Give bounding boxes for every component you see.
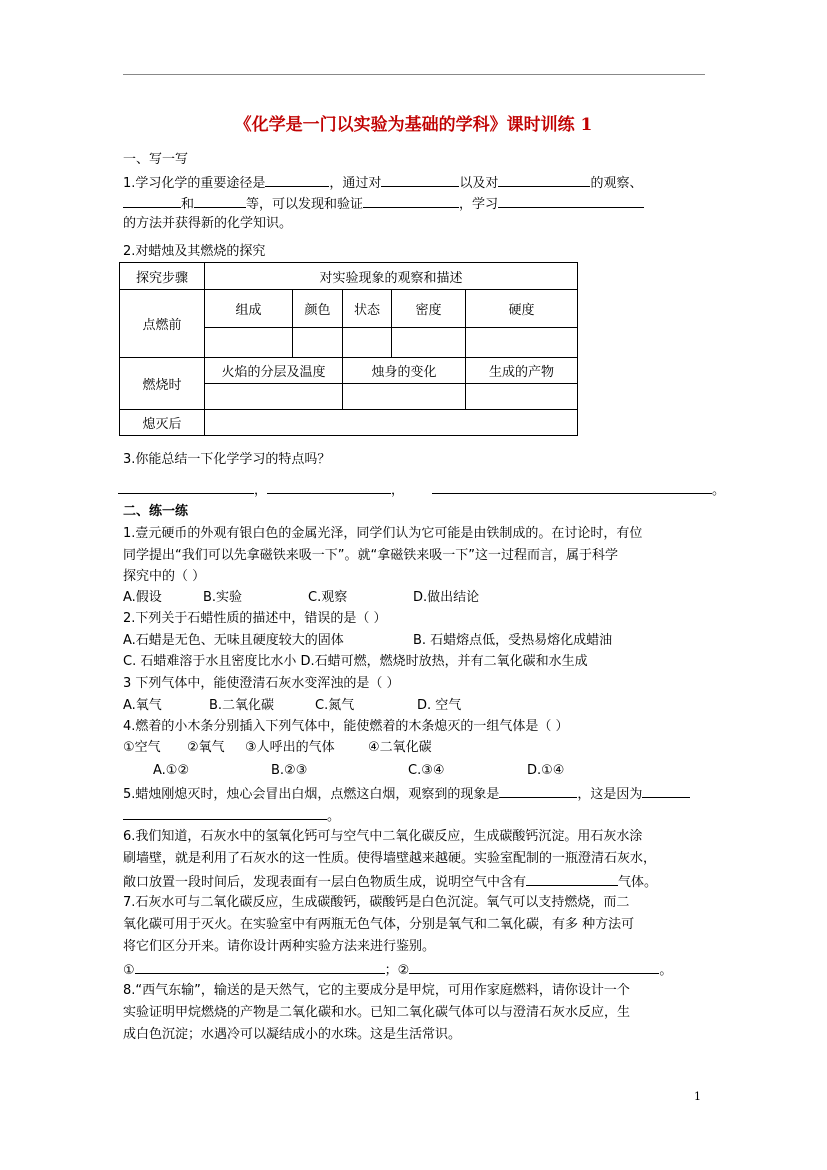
- blank-input[interactable]: [642, 783, 690, 798]
- item-2: ②氧气: [187, 740, 225, 755]
- q1-text-e: 和: [181, 197, 195, 212]
- table-cell[interactable]: [205, 410, 578, 436]
- option-a[interactable]: A.假设: [123, 590, 162, 605]
- q1-line3: 的方法并获得新的化学知识。: [123, 216, 293, 231]
- blank-input[interactable]: [432, 479, 712, 494]
- comma: ，: [391, 483, 405, 498]
- blank-input[interactable]: [498, 172, 590, 187]
- observation-table: [119, 262, 578, 436]
- p2-q5-line2: [123, 805, 340, 827]
- q1-line2: [123, 193, 644, 215]
- q7-mark-1: ①: [123, 963, 135, 978]
- blank-input[interactable]: [194, 193, 246, 208]
- p2-q1-line3: 探究中的（ ）: [123, 569, 206, 584]
- q1-text-a: 1.学习化学的重要途径是: [123, 176, 266, 191]
- p2-q2-cd[interactable]: C. 石蜡难溶于水且密度比水小 D.石蜡可燃，燃烧时放热，并有二氧化碳和水生成: [123, 654, 588, 669]
- option-b[interactable]: B.②③: [271, 763, 308, 778]
- blank-input[interactable]: [499, 783, 577, 798]
- item-1: ①空气: [123, 740, 161, 755]
- p2-q7-line3: 将它们区分开来。请你设计两种实验方法来进行鉴别。: [123, 939, 436, 954]
- item-3: ③人呼出的气体: [245, 740, 335, 755]
- col-density: 密度: [392, 290, 466, 328]
- option-a[interactable]: A.石蜡是无色、无味且硬度较大的固体: [123, 633, 344, 648]
- q3-answer-line: [118, 479, 725, 501]
- option-b[interactable]: B.二氧化碳: [209, 698, 275, 713]
- option-a[interactable]: A.①②: [153, 763, 190, 778]
- table-cell[interactable]: [205, 384, 343, 410]
- option-d[interactable]: D.做出结论: [413, 590, 480, 605]
- blank-input[interactable]: [265, 172, 329, 187]
- col-flame: 火焰的分层及温度: [205, 358, 343, 384]
- table-cell[interactable]: [466, 328, 578, 358]
- blank-input[interactable]: [123, 193, 181, 208]
- table-cell[interactable]: [293, 328, 343, 358]
- col-state: 状态: [343, 290, 392, 328]
- q3-heading: 3.你能总结一下化学学习的特点吗？: [123, 452, 331, 467]
- p2-q6-line2: 刷墙壁，就是利用了石灰水的这一性质。使得墙壁越来越硬。实验室配制的一瓶澄清石灰水，: [123, 851, 657, 866]
- section-heading-2: 二、练一练: [123, 504, 189, 519]
- page-title: 《化学是一门以实验为基础的学科》课时训练 1: [234, 115, 593, 135]
- col-composition: 组成: [205, 290, 293, 328]
- blank-input[interactable]: [123, 805, 327, 820]
- p2-q6-line1: 6.我们知道，石灰水中的氢氧化钙可与空气中二氧化碳反应，生成碳酸钙沉淀。用石灰水涂: [123, 829, 643, 844]
- p2-q7-line1: 7.石灰水可与二氧化碳反应，生成碳酸钙，碳酸钙是白色沉淀。氧气可以支持燃烧，而二: [123, 895, 630, 910]
- table-cell[interactable]: [392, 328, 466, 358]
- col-products: 生成的产物: [466, 358, 578, 384]
- table-cell[interactable]: [343, 328, 392, 358]
- p2-q8-line2: 实验证明甲烷燃烧的产物是二氧化碳和水。已知二氧化碳气体可以与澄清石灰水反应，生: [123, 1005, 631, 1020]
- q1-text-f: 等，可以发现和验证: [246, 197, 364, 212]
- p2-q2: 2.下列关于石蜡性质的描述中，错误的是（ ）: [123, 611, 387, 626]
- q1-text-c: 以及对: [459, 176, 499, 191]
- period: 。: [659, 963, 673, 978]
- row-label-after: 熄灭后: [120, 410, 205, 436]
- q2-heading: 2.对蜡烛及其燃烧的探究: [123, 244, 266, 259]
- blank-input[interactable]: [118, 479, 254, 494]
- option-a[interactable]: A.氧气: [123, 698, 162, 713]
- option-d[interactable]: D.①④: [527, 763, 565, 778]
- p2-q3: 3 下列气体中，能使澄清石灰水变浑浊的是（ ）: [123, 676, 400, 691]
- option-c[interactable]: C.观察: [308, 590, 348, 605]
- blank-input[interactable]: [363, 193, 459, 208]
- p2-q6-line3: [123, 871, 657, 893]
- row-label-burning: 燃烧时: [120, 358, 205, 410]
- q5-text-b: ，这是因为: [577, 787, 643, 802]
- p2-q4: 4.燃着的小木条分别插入下列气体中，能使燃着的木条熄灭的一组气体是（ ）: [123, 719, 569, 734]
- blank-input[interactable]: [498, 193, 644, 208]
- comma: ，: [254, 483, 268, 498]
- option-b[interactable]: B. 石蜡熔点低，受热易熔化成蜡油: [413, 633, 613, 648]
- p2-q7-answer: [123, 959, 672, 981]
- table-cell[interactable]: [343, 384, 466, 410]
- q6-text-a: 敞口放置一段时间后，发现表面有一层白色物质生成，说明空气中含有: [123, 875, 527, 890]
- q6-text-b: 气体。: [618, 875, 658, 890]
- col-candle-change: 烛身的变化: [343, 358, 466, 384]
- option-d[interactable]: D. 空气: [417, 698, 462, 713]
- q7-mark-2: ；②: [384, 963, 410, 978]
- option-b[interactable]: B.实验: [203, 590, 243, 605]
- p2-q7-line2: 氧化碳可用于灭火。在实验室中有两瓶无色气体，分别是氧气和二氧化碳，有多 种方法可: [123, 917, 635, 932]
- col-color: 颜色: [293, 290, 343, 328]
- blank-input[interactable]: [409, 959, 659, 974]
- option-c[interactable]: C.③④: [408, 763, 445, 778]
- row-label-before: 点燃前: [120, 290, 205, 358]
- q1-text-b: ，通过对: [329, 176, 382, 191]
- table-header-step: 探究步骤: [120, 263, 205, 290]
- p2-q5-line1: [123, 783, 690, 805]
- period: 。: [712, 483, 726, 498]
- blank-input[interactable]: [135, 959, 385, 974]
- blank-input[interactable]: [381, 172, 459, 187]
- period: 。: [327, 809, 341, 824]
- section-heading-1: 一、写一写: [123, 152, 189, 167]
- col-hardness: 硬度: [466, 290, 578, 328]
- p2-q8-line3: 成白色沉淀；水遇冷可以凝结成小的水珠。这是生活常识。: [123, 1027, 462, 1042]
- q1-text-g: ，学习: [459, 197, 499, 212]
- header-rule: [123, 74, 705, 75]
- page-number: 1: [694, 1090, 701, 1103]
- p2-q8-line1: 8.“西气东输”，输送的是天然气，它的主要成分是甲烷，可用作家庭燃料，请你设计一个: [123, 983, 630, 998]
- q1-line1: [123, 172, 642, 194]
- blank-input[interactable]: [526, 871, 618, 886]
- item-4: ④二氧化碳: [368, 740, 432, 755]
- table-cell[interactable]: [205, 328, 293, 358]
- q5-text-a: 5.蜡烛刚熄灭时，烛心会冒出白烟，点燃这白烟，观察到的现象是: [123, 787, 500, 802]
- p2-q1-line2: 同学提出“我们可以先拿磁铁来吸一下”。就“拿磁铁来吸一下”这一过程而言，属于科学: [123, 548, 618, 563]
- table-header-observation: 对实验现象的观察和描述: [205, 263, 578, 290]
- table-cell[interactable]: [466, 384, 578, 410]
- p2-q1-line1: 1.壹元硬币的外观有银白色的金属光泽，同学们认为它可能是由铁制成的。在讨论时，有位: [123, 526, 643, 541]
- q1-text-d: 的观察、: [590, 176, 643, 191]
- option-c[interactable]: C.氮气: [315, 698, 355, 713]
- blank-input[interactable]: [267, 479, 391, 494]
